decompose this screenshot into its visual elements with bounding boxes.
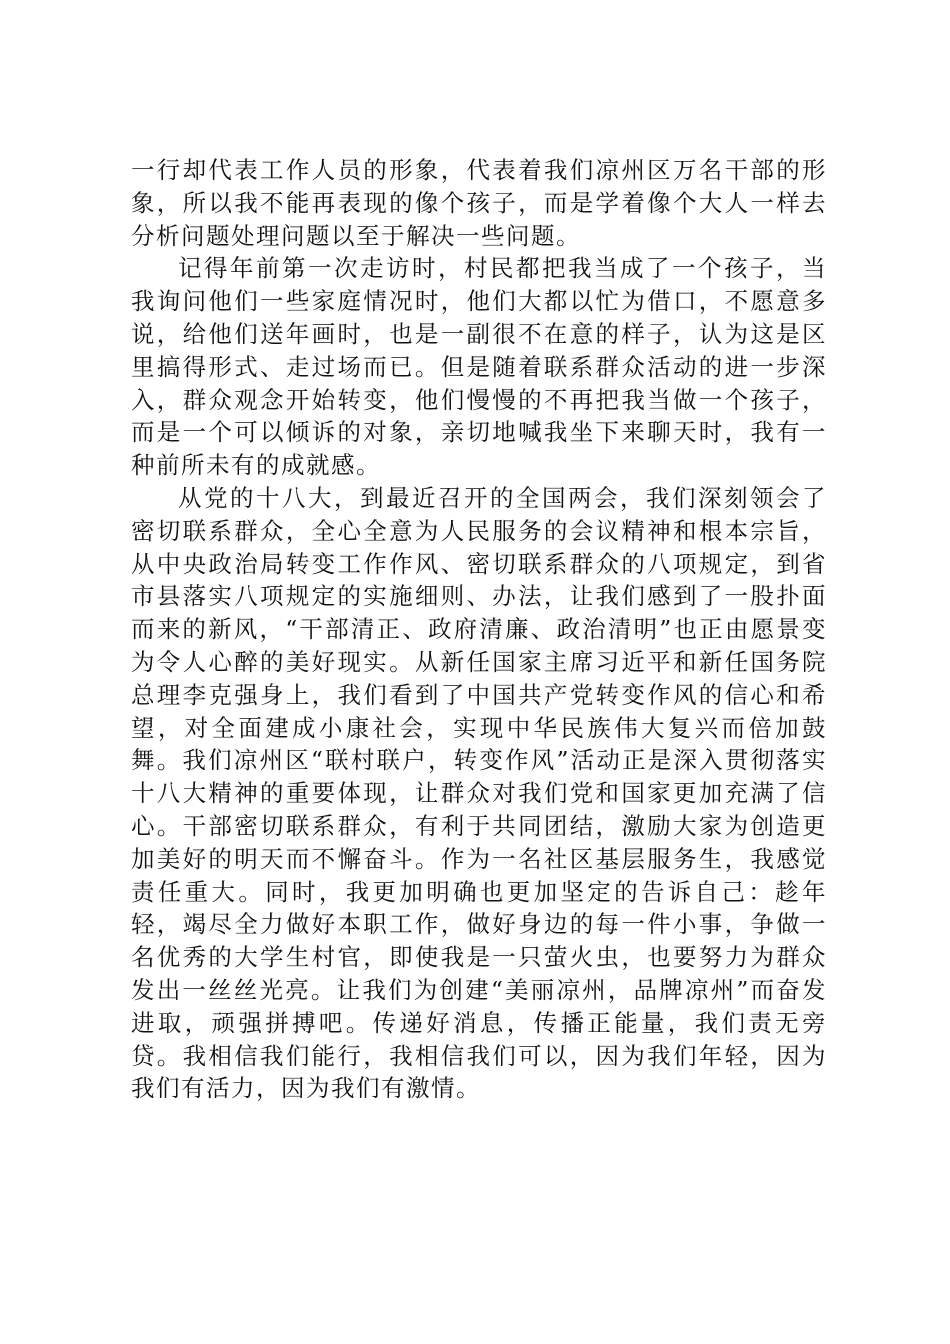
paragraph-1: 一行却代表工作人员的形象，代表着我们凉州区万名干部的形象，所以我不能再表现的像个孩子，而是学着像个大人一样去分析问题处理问题以至于解决一些问题。 [131, 156, 827, 250]
paragraph-3: 从党的十八大，到最近召开的全国两会，我们深刻领会了密切联系群众，全心全意为人民服务的会议精神和根本宗旨，从中央政治局转变工作作风、密切联系群众的八项规定，到省市县落实八项规定的实施细则、办法，让我们感到了一股扑面而来的新风，“干部清正、政府清廉、政治清明”也正由愿景变为令人心醉的美好现实。从新任国家主席习近平和新任国务院总理李克强身上，我们看到了中国共产党转变作风的信心和希望，对全面建成小康社会，实现中华民族伟大复兴而倍加鼓舞。我们凉州区“联村联户，转变作风”活动正是深入贯彻落实十八大精神的重要体现，让群众对我们党和国家更加充满了信心。干部密切联系群众，有利于共同团结，激励大家为创造更加美好的明天而不懈奋斗。作为一名社区基层服务生，我感觉责任重大。同时，我更加明确也更加坚定的告诉自己：趁年轻，竭尽全力做好本职工作，做好身边的每一件小事，争做一名优秀的大学生村官，即使我是一只萤火虫，也要努力为群众发出一丝丝光亮。让我们为创建“美丽凉州，品牌凉州”而奋发进取，顽强拼搏吧。传递好消息，传播正能量，我们责无旁贷。我相信我们能行，我相信我们可以，因为我们年轻，因为我们有活力，因为我们有激情。 [131, 483, 827, 1103]
paragraph-2: 记得年前第一次走访时，村民都把我当成了一个孩子，当我询问他们一些家庭情况时，他们大都以忙为借口，不愿意多说，给他们送年画时，也是一副很不在意的样子，认为这是区里搞得形式、走过场而已。但是随着联系群众活动的进一步深入，群众观念开始转变，他们慢慢的不再把我当做一个孩子，而是一个可以倾诉的对象，亲切地喊我坐下来聊天时，我有一种前所未有的成就感。 [131, 254, 827, 480]
document-body [131, 154, 827, 1105]
